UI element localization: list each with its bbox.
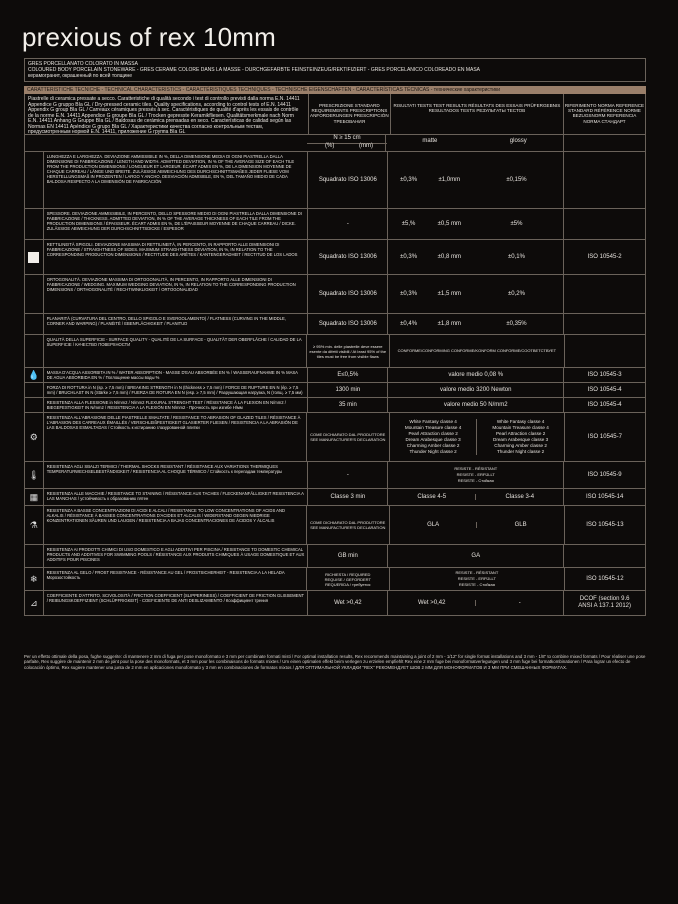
square-tile-icon xyxy=(25,240,44,274)
page-title: prexious of rex 10mm xyxy=(22,22,276,52)
table-row xyxy=(24,568,646,591)
empty-icon-cell xyxy=(25,398,44,412)
deviation-mm: ±0,8 mm xyxy=(437,254,461,260)
characteristic-description: QUALITÀ DELLA SUPERFICIE - SURFACE QUALITY - QUALITÉ DE LA SURFACE - QUALITÄT DER OBERFLÄCHE / CALIDAD DE LA SUPERFICIE / КАЧЕСТВО ПОВЕРХНОСТИ xyxy=(46,337,302,347)
glossy-result: White Fantasy classe 4 Mountain Treasure classe 4 Pearl Attraction classe 2 Dream Arabesque classe 3 Charming Amber classe 2 Thunder Night classe 2 xyxy=(476,419,564,455)
result-value: ±0,2% xyxy=(508,291,525,297)
table-row xyxy=(24,506,646,545)
matte-label: matte xyxy=(422,138,438,144)
reference-standard: ISO 10545-13 xyxy=(564,506,645,544)
test-result xyxy=(387,209,563,239)
reference-standard: ISO 10545-3 xyxy=(563,368,645,382)
result-value: valore medio 0,08 % xyxy=(448,372,504,378)
slip-icon: ⊿ xyxy=(25,591,44,615)
test-result xyxy=(387,368,563,382)
characteristic-description: COEFFICIENTE D'ATTRITO. SCIVOLOSITÀ / FRICTION COEFFICIENT (SLIPPERINESS) / COEFFICIENT DE FRICTION GLISSEMENT / REIBUNGSKOEFFIZIENT (SCHLÜPFRIGKEIT) - COEFICIENTE DE ANTI DESLIZAMIENTO / Коэффициент трения xyxy=(46,593,304,603)
glossy-result: GLB xyxy=(476,522,564,528)
thermo-icon: 🌡 xyxy=(25,462,44,488)
n-label: N ≥ 15 cm xyxy=(307,135,387,144)
result-value: GA xyxy=(471,553,481,559)
empty-icon-cell xyxy=(25,383,44,397)
standard-requirement: 35 min xyxy=(307,398,387,412)
result-value: ±0,1% xyxy=(508,254,525,260)
reference-standard: ISO 10545-14 xyxy=(563,489,645,505)
installation-note: Per un effetto ottimale della posa, fughe suggerite: di mantenere 2 mm di fuga per pose monoformato e 3 mm per combinate formati misti / For optimal installation results, Rex recommends maintaining a joint of 2 mm - 1/12" for single format installations and 3 mm - 1/8" to combine mixed formats / Pour réaliser une pose parfaite, Rex suggère de maintenir 2 mm de joint pour la pose des monoformats, et 3 mm pour les combinaisons de formats mixtes / Um einen optimalen effekt beim verlegen zu erzielen empfiehlt Rex eine 2 mm fuge bei monoformatverlegungen und 3 mm fuge bei formatkombinationen / Para lograr un efecto de colocación óptimo, Rex sugiere mantener una junta de 2 mm en aplicaciones monoformato y 3 mm en combinaciones de formatos mixtos / ДЛЯ ОПТИМАЛЬНОЙ УКЛАДКИ "REX" РЕКОМЕНДУЕТ ШОВ 2 ММ ДЛЯ МОНОФОРМАТОВ И 3 ММ ПРИ СМЕШАННЫХ ФОРМАТАХ. xyxy=(24,654,646,670)
test-result xyxy=(387,398,563,412)
reference-standard: ISO 10545-9 xyxy=(563,462,645,488)
empty-icon-cell xyxy=(25,545,44,567)
standard-requirement: E≤0,5% xyxy=(307,368,387,382)
table-row xyxy=(24,489,646,506)
standard-requirement: - xyxy=(307,462,387,488)
test-result xyxy=(389,335,564,367)
test-result xyxy=(387,545,563,567)
characteristic-description: FORZA DI ROTTURA in N (sp. ≥ 7,5 mm) / BREAKING STRENGTH in N (thickness ≥ 7,5 mm) / FORCE DE RUPTURE EN N (ép. ≥ 7,5 mm) / BRUCHLAST IN N (Stärke ≥ 7,5 mm) / FUERZA DE ROTURA EN N (esp. ≥ 7,5 mm) / Разрушающая нагрузка, N (толщ. ≥ 7,5 мм) xyxy=(46,385,303,395)
table-row xyxy=(24,209,646,240)
characteristic-description: RESISTENZA ALLA FLESSIONE in N/mm2 / N/mm2 FLEXURAL STRENGHT TEST / RÉSISTANCE À LA FLEXION EN N/mm2 / BIEGEFESTIGKEIT IN N/mm2 / RESISTENCIA A LA FLEXIÓN EN N/mm2 - Прочность при изгибе Н/мм xyxy=(46,400,286,410)
empty-icon-cell xyxy=(25,209,44,239)
characteristic-description: RESISTENZA ALLE MACCHIE / RESISTANCE TO STAINING / RÉSISTANCE AUX TACHES / FLECKENANFÄLLIGKEIT RESISTENCIA A LAS MANCHAS / устойчивость к образованию пятен xyxy=(46,491,304,501)
table-row xyxy=(24,398,646,413)
characteristic-description: PLANARITÀ (CURVATURA DEL CENTRO, DELLO SPIGOLO E SVERGOLAMENTO) / FLATNESS (CURVING IN THE MIDDLE, CORNER AND WARPING) / PLANÉITÉ / EBENFLÄCHIGKEIT / PLANITUD xyxy=(46,316,286,326)
test-result xyxy=(387,314,563,334)
standard-requirement: Squadrato ISO 13006 xyxy=(307,240,387,274)
glossy-label: glossy xyxy=(474,135,563,151)
characteristic-description: LUNGHEZZA E LARGHEZZA. DEVIAZIONE AMMISSIBILE IN %, DELLA DIMENSIONE MEDIA DI OGNI PIASTRELLA DALLA DIMENSIONE DI FABBRICAZIONE / LENGTH AND WIDTH. ADMITTED DEVIATION, IN % OF THE AVERAGE SIZE OF EACH TILE FROM THE PRODUCTION DIMENSIONS / LONGUEUR ET LARGEUR. ÉCART ADMIS EN %, DE LA DIMENSION MOYENNE DE CHAQUE CARREAU / LÄNGE UND BREITE. ZULÄSSIGE ABWEICHUNG DES DURCHSCHNITTSMAßES JEDER FLIESE VOM HERSTELLUNGSMAß IN PROZENTEN / LARGO Y ANCHO. DESVIACIÓN ADMISIBLE, EN %, DEL TAMAÑO MEDIO DE CADA BALDOSA RESPECTO A LA DIMENSIÓN DE FABRICACIÓN xyxy=(46,154,295,184)
table-row xyxy=(24,368,646,383)
res-header: RISULTATI TESTS TEST RESULTS RÉSULTATS DES ESSAIS PRÜFERGEBNIS RESULTADOS TESTS РЕЗУЛЬТАТЫ ТЕСТОВ xyxy=(390,94,563,134)
table-row xyxy=(24,383,646,398)
glossy-result: - xyxy=(475,600,563,606)
tech-characteristics-header: CARATTERISTICHE TECNICHE - TECHNICAL CHARACTERISTICS - CARACTÉRISTIQUES TECHNIQUES - TECHNISCHE EIGENSCHAFTEN - CARACTERÍSTICAS TÉCNICAS - технические характеристики xyxy=(24,86,646,94)
tech-sheet xyxy=(24,58,646,616)
standard-requirement: 1300 min xyxy=(307,383,387,397)
characteristic-description: RESISTENZA AL GELO / FROST RESISTANCE - RÉSISTANCE AU GEL / FROSTSICHERHEIT - RESISTENCIA A LA HELADA Морозостойкость xyxy=(46,570,285,580)
characteristic-description: MASSA D'ACQUA ASSORBITA IN % / WATER ABSORPTION - MASSE D'EAU ABSORBÉE EN % / WASSERAUFNAHME IN % MASA DE AGUA ABSORBIDA EN % / Поглощение массы воды % xyxy=(46,370,298,380)
reference-standard: ISO 10545-2 xyxy=(563,240,645,274)
standard-requirement: ≥ 95% min. delle piastrelle deve essere esente da difetti visibili / At least 95% of the tiles must be free from visible flaws xyxy=(306,335,389,367)
result-value: ±0,15% xyxy=(506,177,527,183)
material-box xyxy=(24,58,646,82)
matte-result: GLA xyxy=(427,522,440,528)
deviation-percent: ±0,3% xyxy=(400,177,418,183)
characteristic-description: SPESSORE. DEVIAZIONE AMMISSIBILE, IN PERCENTO, DELLO SPESSORE MEDIO DI OGNI PIASTRELLA DALLA DIMENSIONE DI FABBRICAZIONE / THICKNESS. ADMITTED DEVIATION, IN % OF THE AVERAGE THICKNESS OF EACH TILE FROM THE PRODUCTION DIMENSIONS / ÉPAISSEUR. ÉCART ADMIS EN %, DE L'ÉPAISSEUR MOYENNE DE CHAQUE CARREAU / DICKE. ZULÄSSIGE ABWEICHUNG DER DURCHSCHNITTSDICKE / ESPESOR xyxy=(46,211,302,231)
characteristic-description: RESISTENZA A BASSE CONCENTRAZIONI DI ACIDI E ALCALI / RESISTANCE TO LOW CONCENTRATIONS OF ACIDS AND ALKALIS / RÉSISTANCE À BASSES CONCENTRATIONS D'ACIDES ET ALCALIS / WIDERSTAND GEGEN NIEDRIGE KONZENTRATIONEN SÄUREN UND LAUGEN / RESISTENCIA A BAJAS CONCENTRACIONES DE ÁCIDOS Y ÁLCALIS xyxy=(46,508,286,523)
deviation-mm: ±0,5 mm xyxy=(437,221,461,227)
table-row xyxy=(24,314,646,335)
drops-icon: 💧 xyxy=(25,368,44,382)
standard-requirement: - xyxy=(307,209,387,239)
test-result xyxy=(387,489,563,505)
table-row xyxy=(24,591,646,616)
standard-requirement: RICHIESTA / REQUIRED REQUISE / GEFORDERT REQUERIDA / требуется xyxy=(306,568,389,590)
intro-row xyxy=(24,94,646,135)
glossy-result: Classe 3-4 xyxy=(475,494,563,500)
standard-requirement: Wet >0,42 xyxy=(307,591,387,615)
test-result xyxy=(389,506,564,544)
matte-result: Classe 4-5 xyxy=(417,494,447,500)
pct-label: (%) xyxy=(325,143,335,149)
intro-text: Piastrelle di ceramica pressate a secco. Caratteristiche di qualità secondo i test di controllo previsti dalla norma E.N. 14411 Appendice G gruppo BIa GL / Dry-pressed ceramic tiles. Quality specifications, according to control tests of E.N. 14411 Appendix G group BIa GL / Carreaux céramiques pressés à sec. Caractéristiques de qualité d'après les essais de contrôle de la norme E.N. 14411 Appendice G groupe BIa GL / Trocken gepresste Keramikfliesen. Qualitätsmerkmale nach Norm E.N. 14411 Anhang G Gruppe BIa GL / Baldosas de cerámica prensadas en seco. Características de calidad según las Normas EN 14411 Apéndice G grupo BIa GL / Характеристики качества согласно контрольным тестам, предусмотренным нормой E.N. 14411, приложение G группа BIa GL xyxy=(28,96,300,134)
result-value: ±5% xyxy=(510,221,523,227)
characteristic-description: RESISTENZA AGLI SBALZI TERMICI / THERMAL SHOCKS RESISTANT / RÉSISTANCE AUX VARIATIONS THERMIQUES TEMPERATURWECHSELBESTÄNDIGKEIT / RESISTENCIA AL CHOQUE TÉRMICO / Стойкость к перепадам температуры xyxy=(46,464,283,474)
deviation-percent: ±0,3% xyxy=(400,291,418,297)
test-result xyxy=(387,240,563,274)
mm-label: (mm) xyxy=(359,143,373,149)
test-result xyxy=(387,152,563,208)
reference-standard: ISO 10545-12 xyxy=(564,568,645,590)
empty-icon-cell xyxy=(25,152,44,208)
standard-requirement: COME DICHIARATO DAL PRODUTTORE SEE MANUFACTURER'S DECLARATION xyxy=(306,413,389,461)
subheader-row xyxy=(24,135,646,152)
standard-requirement: Squadrato ISO 13006 xyxy=(307,275,387,313)
standard-requirement: COME DICHIARATO DAL PRODUTTORE SEE MANUFACTURER'S DECLARATION xyxy=(306,506,389,544)
reference-standard: ISO 10545-7 xyxy=(564,413,645,461)
deviation-percent: ±0,4% xyxy=(400,321,418,327)
result-value: valore medio 3200 Newton xyxy=(440,387,512,393)
result-value: RESISTE - RÉSISTANT RESISTE - ERFÜLLT RESISTE - Стойкая xyxy=(454,466,498,483)
ref-header: RIFERIMENTO NORMA REFERENCE STANDARD RÉFÉRENCE NORME BEZUGSNORM REFERENCIA NORMA СТАНДАРТ xyxy=(563,94,645,134)
test-result xyxy=(389,413,564,461)
reference-standard xyxy=(563,275,645,313)
table-row xyxy=(24,413,646,462)
reference-standard xyxy=(564,335,645,367)
table-row xyxy=(24,240,646,275)
deviation-mm: ±1,8 mm xyxy=(437,321,461,327)
characteristic-description: RESISTENZA ALL'ABRASIONE DELLE PIASTRELLE SMALTATE / RESISTANCE TO ABRASION OF GLAZED TILES / RÉSISTANCE À L'ABRASION DES CARREAUX ÉMAILLÉS / VERSCHLEIßFESTIGKEIT GLASIERTER FLIESEN / RESISTENCIA A LA ABRASIÓN DE LAS BALDOSAS ESMALTADAS / Стойкость к истиранию глазурованной плитки xyxy=(46,415,301,430)
test-result xyxy=(387,275,563,313)
reference-standard xyxy=(563,545,645,567)
table-row xyxy=(24,462,646,489)
deviation-mm: ±1,5 mm xyxy=(437,291,461,297)
characteristic-description: RETTILINEITÀ SPIGOLI. DEVIAZIONE MASSIMA DI RETTILINEITÀ, IN PERCENTO, IN RAPPORTO ALLE DIMENSIONI DI FABBRICAZIONE / STRAIGHTNESS OF SIDES. MAXIMUM STRAIGHTNESS DEVIATION, IN %, IN RELATION TO THE CORRESPONDING PRODUCTION DIMENSIONS / RECTITUDE DES ARÊTES / KANTENGERADHEIT / RECTITUD DE LOS LADOS xyxy=(46,242,298,257)
empty-icon-cell xyxy=(25,335,44,367)
reference-standard: ISO 10545-4 xyxy=(563,383,645,397)
test-result xyxy=(387,383,563,397)
standard-requirement: Squadrato ISO 13006 xyxy=(307,314,387,334)
characteristic-description: ORTOGONALITÀ. DEVIAZIONE MASSIMA DI ORTOGONALITÀ, IN PERCENTO, IN RAPPORTO ALLE DIMENSIONI DI FABBRICAZIONE / WEDGING. MAXIMUM WEDGING DEVIATION, IN %, IN RELATION TO THE CORRESPONDING PRODUCTION DIMENSIONS / ORTHOGONALITÉ / RECHTWINKLIGKEIT / ORTOGONALIDAD xyxy=(46,277,296,292)
std-header: PRESCRIZIONE STANDARD REQUIREMENTS PRESCRIPTIONS ANFORDERUNGEN PRESCRIPCIÓN ТРЕБОВАНИЯ xyxy=(308,94,390,134)
matte-result: White Fantasy classe 4 Mountain Treasure classe 4 Pearl Attraction classe 2 Dream Arabesque classe 3 Charming Amber classe 2 Thunder Night classe 2 xyxy=(404,419,462,454)
table-row xyxy=(24,275,646,314)
matte-result: Wet >0,42 xyxy=(418,600,446,606)
test-result xyxy=(387,591,563,615)
acid-icon: ⚗ xyxy=(25,506,44,544)
standard-requirement: GB min xyxy=(307,545,387,567)
deviation-percent: ±0,3% xyxy=(400,254,418,260)
table-row xyxy=(24,152,646,209)
table-row xyxy=(24,335,646,368)
table-row xyxy=(24,545,646,568)
result-value: valore medio 50 N/mm2 xyxy=(443,402,508,408)
reference-standard: DCOF (section 9.6 ANSI A 137.1 2012) xyxy=(563,591,645,615)
characteristic-description: RESISTENZA AI PRODOTTI CHIMICI DI USO DOMESTICO E AGLI ADDITIVI PER PISCINA / RESISTANCE TO DOMESTIC CHEMICAL PRODUCTS AND ADDITIVES FOR SWIMMING POOLS / RÉSISTANCE AUX PRODUITS CHIMIQUES À USAGE DOMESTIQUE ET AUX ADDITIFS POUR PISCINES xyxy=(46,547,305,562)
characteristics-table xyxy=(24,152,646,616)
material-line: GRES PORCELLANATO COLORATO IN MASSA xyxy=(28,61,138,67)
gear-icon: ⚙ xyxy=(25,413,44,461)
reference-standard: ISO 10545-4 xyxy=(563,398,645,412)
result-value: ±0,35% xyxy=(506,321,527,327)
test-result xyxy=(387,462,563,488)
reference-standard xyxy=(563,209,645,239)
reference-standard xyxy=(563,152,645,208)
empty-icon-cell xyxy=(25,314,44,334)
material-line: керамогранит, окрашенный по всей толщине xyxy=(28,73,133,79)
deviation-percent: ±5,% xyxy=(401,221,416,227)
reference-standard xyxy=(563,314,645,334)
result-value: RESISTE - RÉSISTANT RESISTE - ERFÜLLT RESISTE - Стойкая xyxy=(455,570,499,587)
snow-icon: ❄ xyxy=(25,568,44,590)
material-line: COLOURED BODY PORCELAIN STONEWARE - GRÈS CÉRAME COLORÉ DANS LA MASSE - DURCHGEFÄRBTE FEINSTEINZEUG/REKTIFIZIERT - GRES PORCELÁNICO COLOREADO EN MASA xyxy=(28,67,481,73)
test-result xyxy=(389,568,564,590)
standard-requirement: Classe 3 min xyxy=(307,489,387,505)
stain-icon: ▦ xyxy=(25,489,44,505)
deviation-mm: ±1,0mm xyxy=(438,177,461,183)
result-value: CONFORME/CONFORMING CONFORME/KONFORM CONFORME/СООТВЕТСТВУЕТ xyxy=(397,348,557,353)
standard-requirement: Squadrato ISO 13006 xyxy=(307,152,387,208)
empty-icon-cell xyxy=(25,275,44,313)
